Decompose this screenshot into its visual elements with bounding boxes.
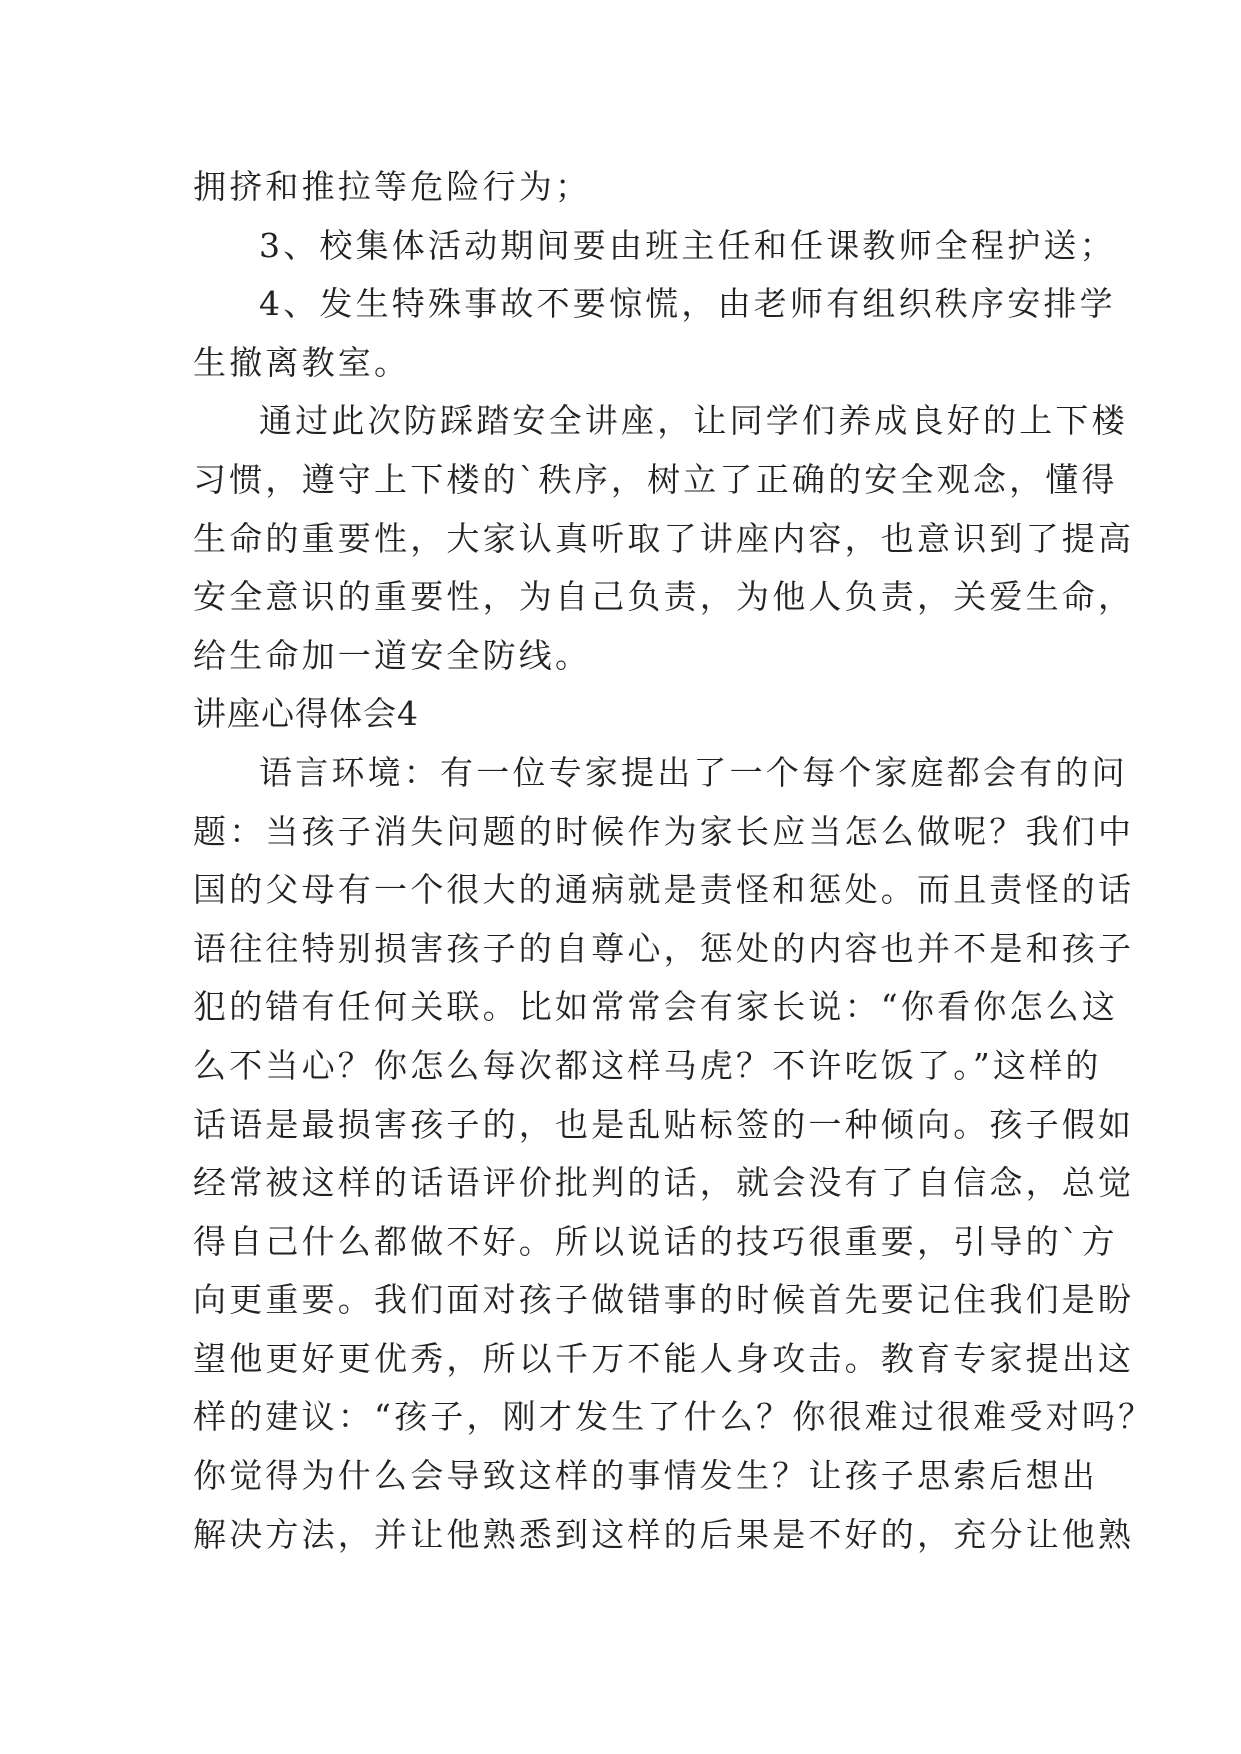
text-line: 解决方法，并让他熟悉到这样的后果是不好的，充分让他熟 bbox=[193, 1514, 1135, 1554]
text-line: 样的建议：“孩子，刚才发生了什么？你很难过很难受对吗？ bbox=[193, 1397, 1155, 1437]
text-line: 生命的重要性，大家认真听取了讲座内容，也意识到了提高 bbox=[193, 518, 1135, 558]
text-line: 通过此次防踩踏安全讲座，让同学们养成良好的上下楼 bbox=[259, 401, 1128, 441]
text-line: 语往往特别损害孩子的自尊心，惩处的内容也并不是和孩子 bbox=[193, 928, 1135, 968]
text-line: 4、发生特殊事故不要惊慌，由老师有组织秩序安排学 bbox=[259, 284, 1116, 324]
text-line: 向更重要。我们面对孩子做错事的时候首先要记住我们是盼 bbox=[193, 1280, 1135, 1320]
text-line: 拥挤和推拉等危险行为； bbox=[193, 167, 592, 206]
text-line: 生撤离教室。 bbox=[193, 342, 411, 382]
text-line: 你觉得为什么会导致这样的事情发生？让孩子思索后想出 bbox=[193, 1456, 1098, 1496]
text-line: 望他更好更优秀，所以千万不能人身攻击。教育专家提出这 bbox=[193, 1338, 1135, 1378]
text-line: 国的父母有一个很大的通病就是责怪和惩处。而且责怪的话 bbox=[193, 870, 1135, 910]
text-line: 语言环境：有一位专家提出了一个每个家庭都会有的问 bbox=[259, 752, 1128, 792]
text-line: 犯的错有任何关联。比如常常会有家长说：“你看你怎么这 bbox=[193, 987, 1119, 1027]
section-heading: 讲座心得体会4 bbox=[193, 694, 419, 734]
text-line: 话语是最损害孩子的，也是乱贴标签的一种倾向。孩子假如 bbox=[193, 1104, 1135, 1144]
text-line: 得自己什么都做不好。所以说话的技巧很重要，引导的`方 bbox=[193, 1221, 1118, 1261]
text-line: 经常被这样的话语评价批判的话，就会没有了自信念，总觉 bbox=[193, 1163, 1135, 1203]
text-line: 安全意识的重要性，为自己负责，为他人负责，关爱生命， bbox=[193, 577, 1135, 617]
text-line: 给生命加一道安全防线。 bbox=[193, 635, 592, 675]
document-body bbox=[193, 158, 1155, 1564]
text-line: 习惯，遵守上下楼的`秩序，树立了正确的安全观念，懂得 bbox=[193, 459, 1118, 499]
text-line: 3、校集体活动期间要由班主任和任课教师全程护送； bbox=[259, 225, 1116, 265]
text-line: 么不当心？你怎么每次都这样马虎？不许吃饭了。”这样的 bbox=[193, 1045, 1102, 1085]
text-line: 题：当孩子消失问题的时候作为家长应当怎么做呢？我们中 bbox=[193, 811, 1135, 851]
